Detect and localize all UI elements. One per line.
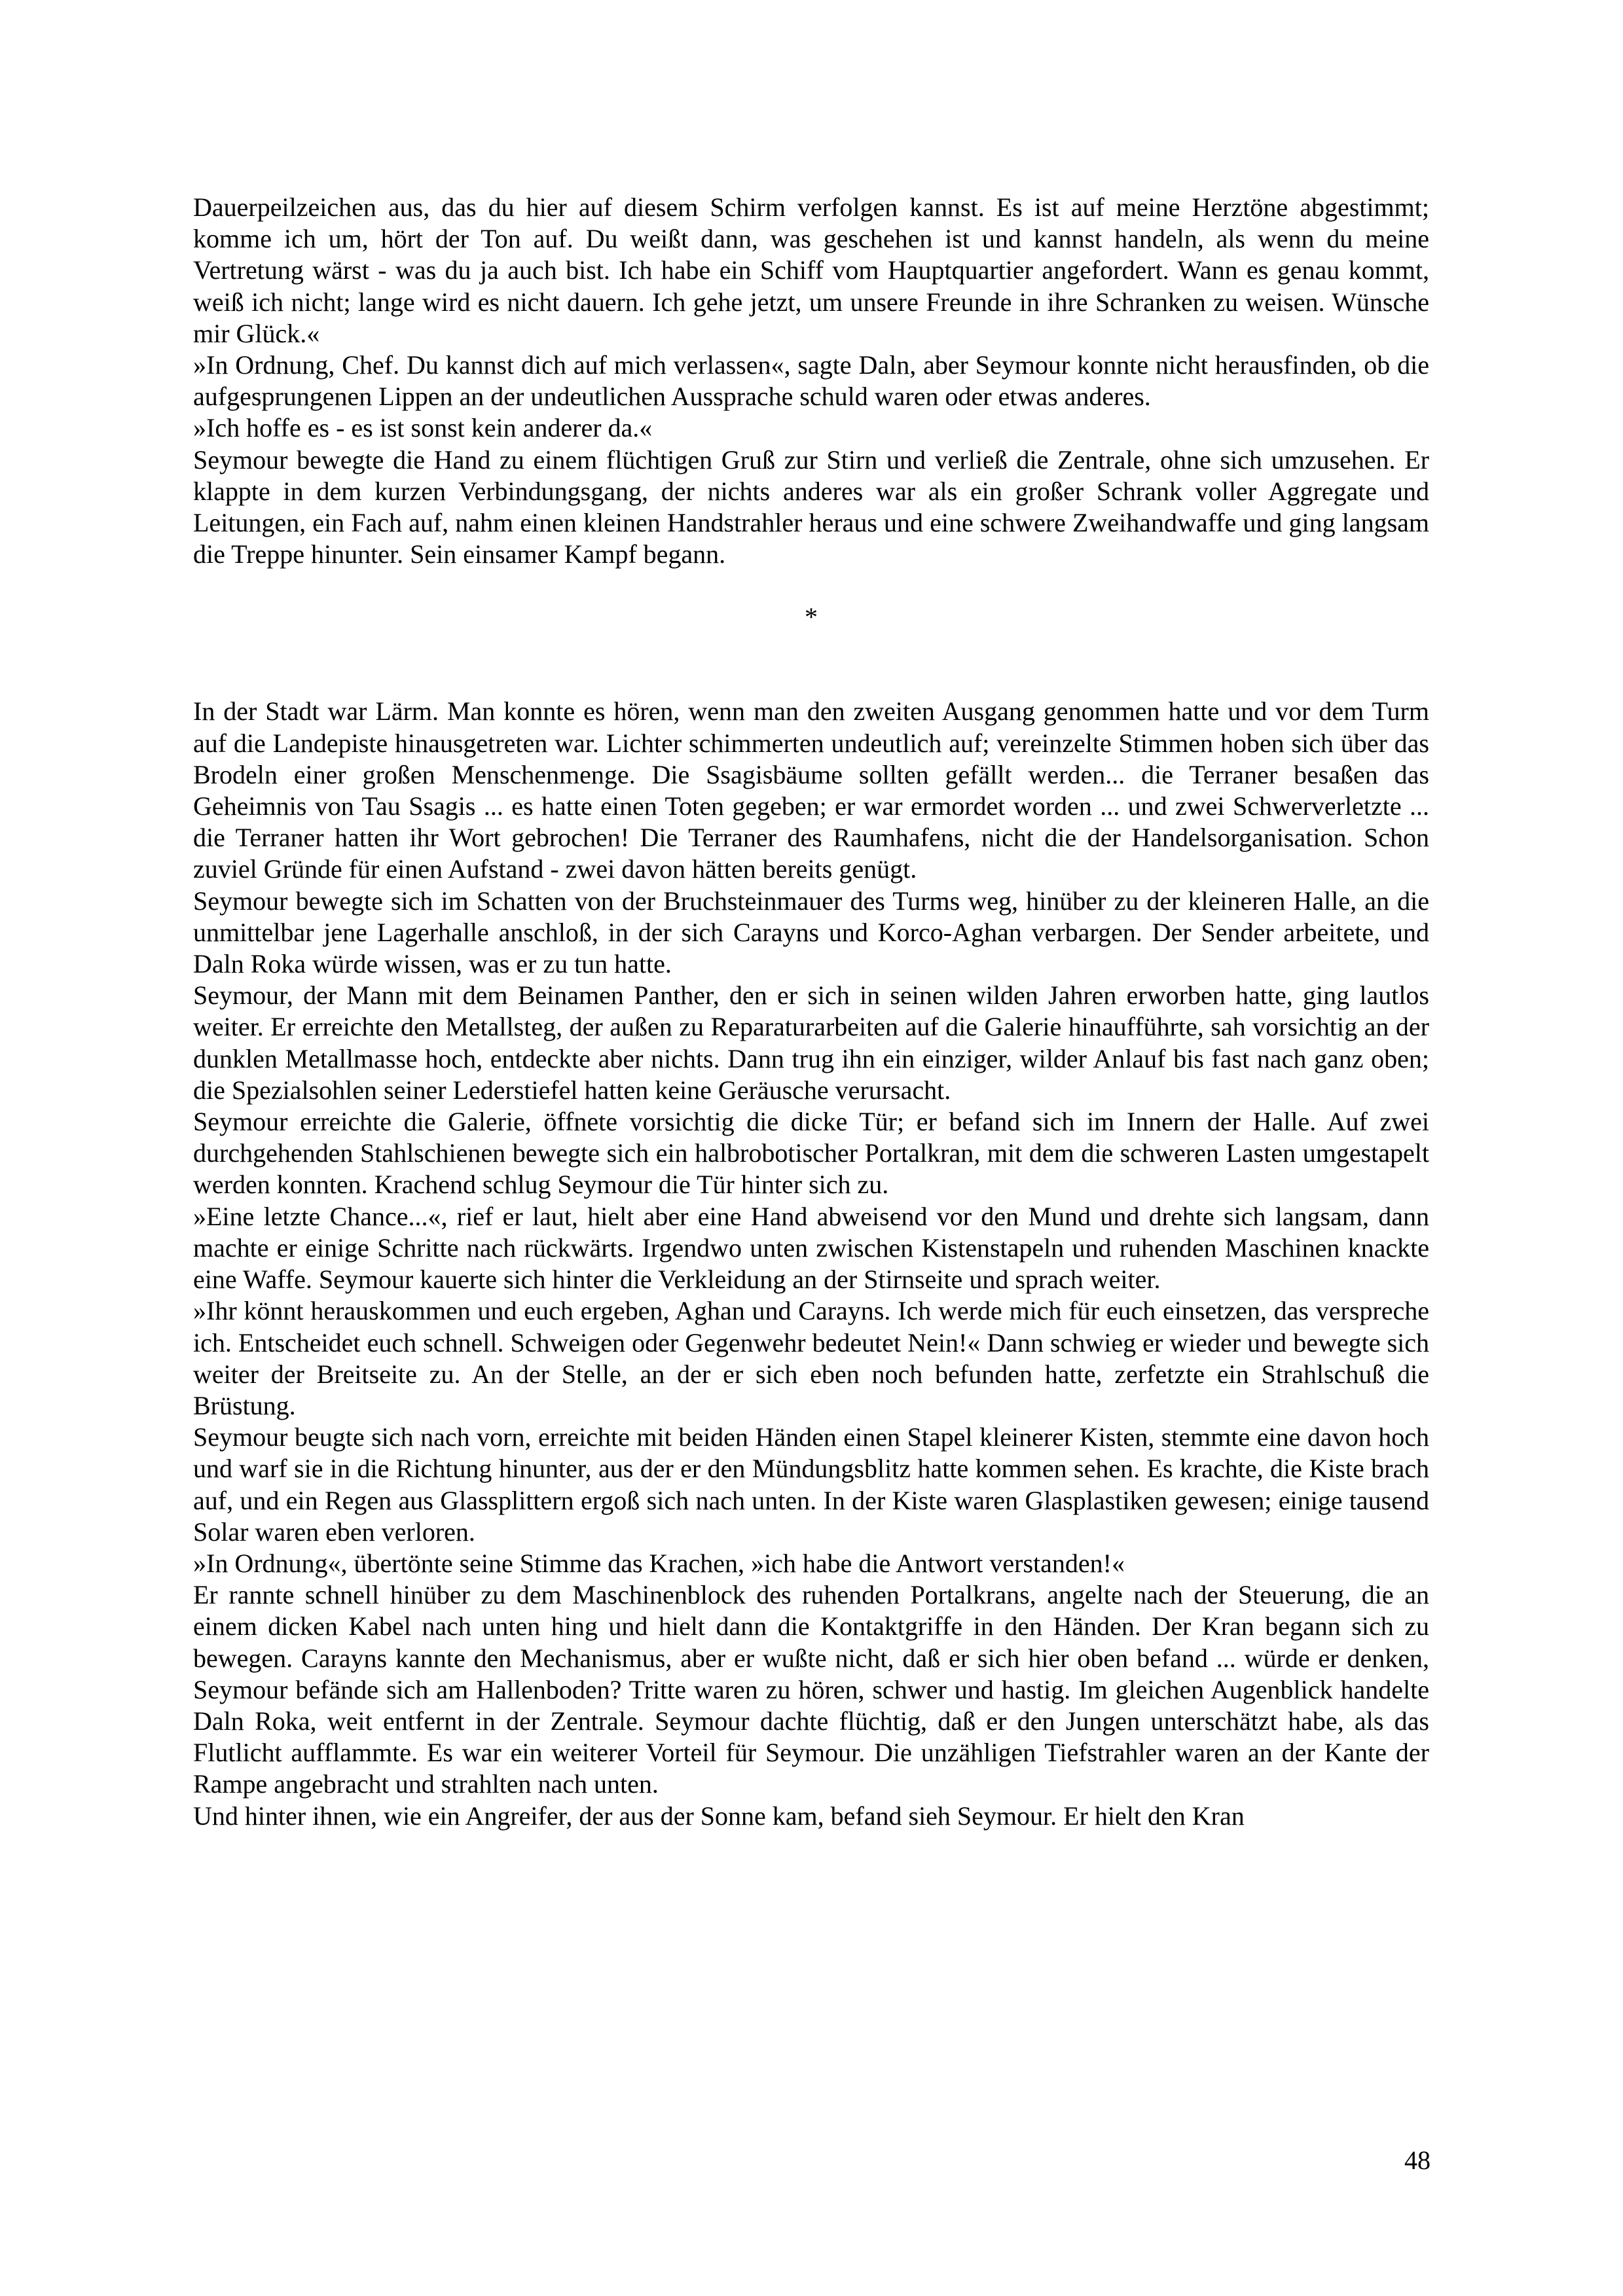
page-body xyxy=(193,192,1429,1832)
spacer xyxy=(193,633,1429,696)
page-number: 48 xyxy=(1404,2145,1431,2175)
spacer xyxy=(193,570,1429,601)
paragraph: Seymour erreichte die Galerie, öffnete vorsichtig die dicke Tür; er befand sich im Innern der Halle. Auf zwei durchgehenden Stahlschienen bewegte sich ein halbrobotischer Portalkran, mit dem die schweren Lasten umgestapelt werden konnten. Krachend schlug Seymour die Tür hinter sich zu. xyxy=(193,1107,1429,1200)
paragraph: »Ihr könnt herauskommen und euch ergeben, Aghan und Carayns. Ich werde mich für euch einsetzen, das verspreche ich. Entscheidet euch schnell. Schweigen oder Gegenwehr bedeutet Nein!« Dann schwieg er wieder und bewegte sich weiter der Breitseite zu. An der Stelle, an der er sich eben noch befunden hatte, zerfetzte ein Strahlschuß die Brüstung. xyxy=(193,1296,1429,1420)
paragraph: »In Ordnung, Chef. Du kannst dich auf mich verlassen«, sagte Daln, aber Seymour konnte nicht herausfinden, ob die aufgesprungenen Lippen an der undeutlichen Aussprache schuld waren oder etwas anderes. xyxy=(193,350,1429,412)
paragraph: Seymour beugte sich nach vorn, erreichte mit beiden Händen einen Stapel kleinerer Kisten, stemmte eine davon hoch und warf sie in die Richtung hinunter, aus der er den Mündungsblitz hatte kommen sehen. Es krachte, die Kiste brach auf, und ein Regen aus Glassplittern ergoß sich nach unten. In der Kiste waren Glasplastiken gewesen; einige tausend Solar waren eben verloren. xyxy=(193,1422,1429,1547)
paragraph: »Ich hoffe es - es ist sonst kein anderer da.« xyxy=(193,413,653,443)
paragraph: Und hinter ihnen, wie ein Angreifer, der aus der Sonne kam, befand sieh Seymour. Er hielt den Kran xyxy=(193,1801,1245,1831)
paragraph: Dauerpeilzeichen aus, das du hier auf diesem Schirm verfolgen kannst. Es ist auf meine Herztöne abgestimmt; komme ich um, hört der Ton auf. Du weißt dann, was geschehen ist und kannst handeln, als wenn du meine Vertretung wärst - was du ja auch bist. Ich habe ein Schiff vom Hauptquartier angefordert. Wann es genau kommt, weiß ich nicht; lange wird es nicht dauern. Ich gehe jetzt, um unsere Freunde in ihre Schranken zu weisen. Wünsche mir Glück.« xyxy=(193,192,1429,348)
section-separator: * xyxy=(805,602,818,632)
paragraph: »In Ordnung«, übertönte seine Stimme das Krachen, »ich habe die Antwort verstanden!« xyxy=(193,1548,1125,1578)
paragraph: In der Stadt war Lärm. Man konnte es hören, wenn man den zweiten Ausgang genommen hatte und vor dem Turm auf die Landepiste hinausgetreten war. Lichter schimmerten undeutlich auf; vereinzelte Stimmen hoben sich über das Brodeln einer großen Menschenmenge. Die Ssagisbäume sollten gefällt werden... die Terraner besaßen das Geheimnis von Tau Ssagis ... es hatte einen Toten gegeben; er war ermordet worden ... und zwei Schwerverletzte ... die Terraner hatten ihr Wort gebrochen! Die Terraner des Raumhafens, nicht die der Handelsorganisation. Schon zuviel Gründe für einen Aufstand - zwei davon hätten bereits genügt. xyxy=(193,696,1429,884)
paragraph: Seymour bewegte die Hand zu einem flüchtigen Gruß zur Stirn und verließ die Zentrale, ohne sich umzusehen. Er klappte in dem kurzen Verbindungsgang, der nichts anderes war als ein großer Schrank voller Aggregate und Leitungen, ein Fach auf, nahm einen kleinen Handstrahler heraus und eine schwere Zweihandwaffe und ging langsam die Treppe hinunter. Sein einsamer Kampf begann. xyxy=(193,444,1429,569)
paragraph: Seymour, der Mann mit dem Beinamen Panther, den er sich in seinen wilden Jahren erworben hatte, ging lautlos weiter. Er erreichte den Metallsteg, der außen zu Reparaturarbeiten auf die Galerie hinaufführte, sah vorsichtig an der dunklen Metallmasse hoch, entdeckte aber nichts. Dann trug ihn ein einziger, wilder Anlauf bis fast nach ganz oben; die Spezialsohlen seiner Lederstiefel hatten keine Geräusche verursacht. xyxy=(193,980,1429,1105)
paragraph: Er rannte schnell hinüber zu dem Maschinenblock des ruhenden Portalkrans, angelte nach der Steuerung, die an einem dicken Kabel nach unten hing und hielt dann die Kontaktgriffe in den Händen. Der Kran begann sich zu bewegen. Carayns kannte den Mechanismus, aber er wußte nicht, daß er sich hier oben befand ... würde er denken, Seymour befände sich am Hallenboden? Tritte waren zu hören, schwer und hastig. Im gleichen Augenblick handelte Daln Roka, weit entfernt in der Zentrale. Seymour dachte flüchtig, daß er den Jungen unterschätzt habe, als das Flutlicht aufflammte. Es war ein weiterer Vorteil für Seymour. Die unzähligen Tiefstrahler waren an der Kante der Rampe angebracht und strahlten nach unten. xyxy=(193,1580,1429,1799)
paragraph: »Eine letzte Chance...«, rief er laut, hielt aber eine Hand abweisend vor den Mund und drehte sich langsam, dann machte er einige Schritte nach rückwärts. Irgendwo unten zwischen Kistenstapeln und ruhenden Maschinen knackte eine Waffe. Seymour kauerte sich hinter die Verkleidung an der Stirnseite und sprach weiter. xyxy=(193,1201,1429,1295)
paragraph: Seymour bewegte sich im Schatten von der Bruchsteinmauer des Turms weg, hinüber zu der kleineren Halle, an die unmittelbar jene Lagerhalle anschloß, in der sich Carayns und Korco-Aghan verbargen. Der Sender arbeitete, und Daln Roka würde wissen, was er zu tun hatte. xyxy=(193,886,1429,979)
